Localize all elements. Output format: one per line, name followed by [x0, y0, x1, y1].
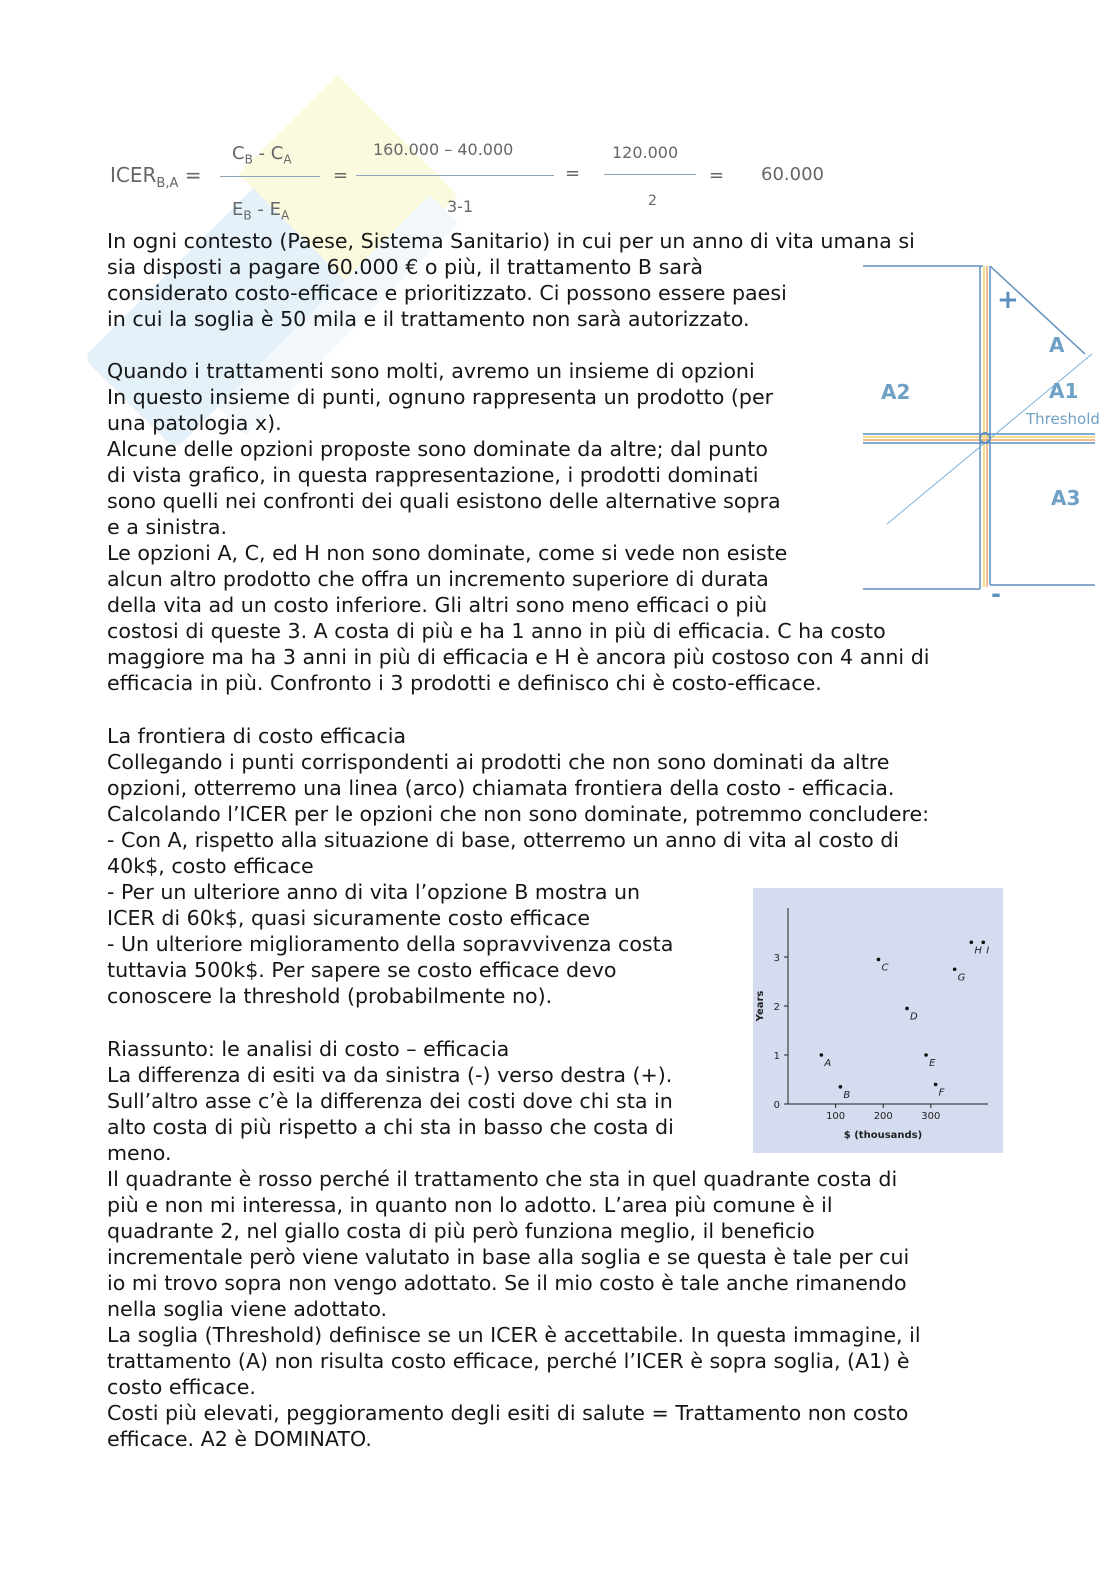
fraction3-denominator: 2: [648, 193, 657, 209]
icer-formula: $ICER_{B,A}$ = $C_B - C_A$ $E_B - E_A$ = 160.000 – 40.000 3-1 = 120.000 2 = 60.000: [110, 140, 824, 223]
scatter-point-i: [981, 941, 985, 945]
scatter-point-f: [934, 1083, 938, 1087]
y-tick-label: 0: [773, 1100, 780, 1111]
x-tick-label: 300: [921, 1111, 941, 1122]
fraction3-numerator: 120.000: [612, 143, 679, 162]
scatter-point-label-d: D: [910, 1011, 918, 1023]
scatter-point-label-a: A: [824, 1058, 832, 1069]
label-a1: A1: [1049, 379, 1079, 403]
paragraph-threshold: In ogni contesto (Paese, Sistema Sanitario) in cui per un anno di vita umana si sia disposti a pagare 60.000 € o più, il trattamento B sarà considerato costo-efficace e prioritizzato. Ci possono essere paesi in cui la soglia è 50 mila e il trattamento non sarà autorizzato.: [107, 229, 915, 331]
y-axis-label: Years: [755, 990, 766, 1022]
scatter-point-label-g: G: [957, 972, 966, 984]
cost-effectiveness-plane: [860, 262, 1100, 607]
scatter-point-e: [924, 1053, 928, 1057]
scatter-point-c: [877, 958, 881, 962]
y-tick-label: 3: [773, 953, 780, 964]
paragraph-summary: Riassunto: le analisi di costo – efficacia La differenza di esiti va da sinistra (-) verso destra (+). Sull’altro asse c’è la differenza dei costi dove chi sta in alto costa di più rispetto a chi sta in basso che costa di meno. Il quadrante è rosso perché il trattamento che sta in quel quadrante costa di più e non mi interessa, in quanto non lo adotto. L’area più comune è il quadrante 2, nel giallo costa di più però funziona meglio, il beneficio incrementale però viene valutato in base alla soglia e se questa è tale per cui io mi trovo sopra non vengo adottato. Se il mio costo è tale anche rimanendo nella soglia viene adottato. La soglia (Threshold) definisce se un ICER è accettabile. In questa immagine, il trattamento (A) non risulta costo efficace, perché l’ICER è sopra soglia, (A1) è costo efficace. Costi più elevati, peggioramento degli esiti di salute = Trattamento non costo efficace. A2 è DOMINATO.: [107, 1037, 921, 1451]
scatter-point-label-c: C: [881, 962, 889, 974]
fraction2-denominator: 3-1: [447, 197, 474, 216]
y-tick-label: 1: [773, 1051, 780, 1062]
formula-result: 60.000: [761, 164, 824, 185]
plus-sign: +: [997, 285, 1019, 315]
label-a3: A3: [1051, 486, 1081, 510]
scatter-point-label-f: F: [938, 1087, 945, 1099]
x-tick-label: 200: [873, 1111, 893, 1122]
scatter-point-label-h: H: [974, 945, 982, 957]
scatter-point-b: [839, 1085, 843, 1089]
scatter-point-label-b: B: [843, 1089, 851, 1101]
scatter-point-d: [905, 1007, 909, 1011]
scatter-point-a: [820, 1053, 824, 1057]
threshold-label: Threshold: [1026, 410, 1100, 428]
paragraph-options: Quando i trattamenti sono molti, avremo un insieme di opzioni In questo insieme di punti, ognuno rappresenta un prodotto (per una patologia x). Alcune delle opzioni proposte sono dominate da altre; dal punto di vista grafico, in questa rappresentazione, i prodotti dominati sono quelli nei confronti dei quali esistono delle alternative sopra e a sinistra. Le opzioni A, C, ed H non sono dominate, come si vede non esiste alcun altro prodotto che offra un incremento superiore di durata della vita ad un costo inferiore. Gli altri sono meno efficaci o più costosi di queste 3. A costa di più e ha 1 anno in più di efficacia. C ha costo maggiore ma ha 3 anni in più di efficacia e H è ancora più costoso con 4 anni di efficacia in più. Confronto i 3 prodotti e definisco chi è costo-efficace.: [107, 359, 930, 695]
scatter-point-g: [953, 967, 957, 971]
fraction2-numerator: 160.000 – 40.000: [373, 140, 514, 159]
label-a2: A2: [881, 380, 911, 404]
fraction1-denominator: $E_B - E_A$: [232, 199, 290, 223]
x-axis-label: $ (thousands): [843, 1130, 923, 1141]
y-tick-label: 2: [773, 1002, 780, 1013]
scatter-point-label-e: E: [929, 1058, 936, 1069]
x-tick-label: 100: [826, 1111, 846, 1122]
paragraph-frontier: La frontiera di costo efficacia Collegando i punti corrispondenti ai prodotti che non sono dominati da altre opzioni, otterremo una linea (arco) chiamata frontiera della costo - efficacia. Calcolando l’ICER per le opzioni che non sono dominate, potremmo concludere: - Con A, rispetto alla situazione di base, otterremo un anno di vita al costo di 40k$, costo efficace - Per un ulteriore anno di vita l’opzione B mostra un ICER di 60k$, quasi sicuramente costo efficace - Un ulteriore miglioramento della sopravvivenza costa tuttavia 500k$. Per sapere se costo efficace devo conoscere la threshold (probabilmente no).: [107, 724, 930, 1008]
scatter-chart: [753, 888, 1003, 1153]
minus-sign: -: [991, 580, 1001, 607]
label-a: A: [1049, 333, 1065, 357]
scatter-point-h: [970, 941, 974, 945]
fraction1-numerator: $C_B - C_A$: [232, 143, 292, 167]
scatter-point-label-i: I: [986, 945, 990, 957]
